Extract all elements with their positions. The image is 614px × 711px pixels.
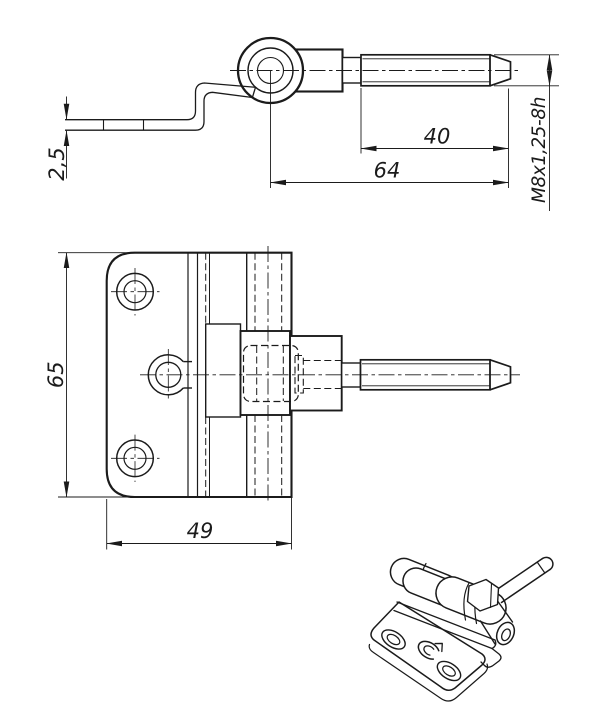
dim-shank-length	[271, 159, 509, 183]
dim-plate-thickness-label: 2,5	[45, 147, 69, 181]
dim-plate-width	[107, 497, 292, 550]
dim-plate-thickness	[45, 97, 69, 181]
rod-block-front	[290, 336, 342, 411]
dim-plate-height-label: 65	[44, 361, 68, 389]
front-view	[44, 246, 520, 550]
bent-plate-edge-view	[65, 83, 256, 130]
curl-mid-section	[206, 324, 241, 417]
dim-thread-spec	[494, 55, 559, 211]
iso-threaded-rod	[494, 557, 553, 602]
dim-thread-spec-label: M8x1,25-8h	[529, 96, 550, 204]
top-view	[45, 38, 559, 211]
dim-thread-length-label: 40	[423, 124, 451, 149]
isometric-view	[369, 557, 553, 701]
dim-shank-length-label: 64	[373, 158, 401, 183]
dim-plate-width-label: 49	[186, 519, 214, 543]
nut-boss	[241, 331, 291, 415]
